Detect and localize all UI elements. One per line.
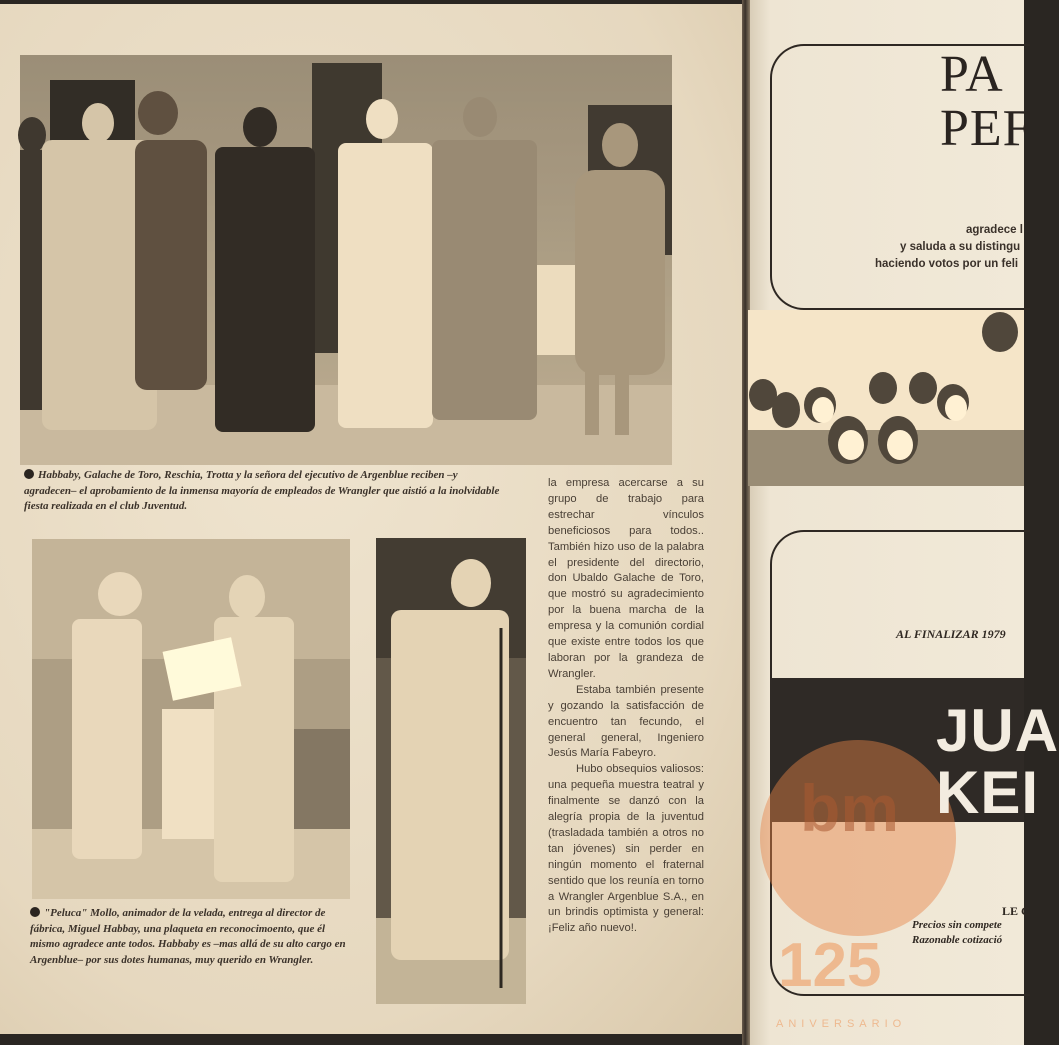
ad2-kicker: AL FINALIZAR 1979 bbox=[896, 627, 1006, 641]
ad2-banner-line: KEI bbox=[936, 759, 1040, 826]
ad2-banner-text bbox=[936, 697, 1059, 826]
watermark-word: ANIVERSARIO bbox=[776, 1018, 907, 1030]
photo-plaque-presentation bbox=[32, 539, 350, 899]
caption-top-text: Habbaby, Galache de Toro, Reschia, Trotta y la señora del ejecutivo de Argenblue reciben –y agradecen– el aprobamiento de la inmensa mayoría de empleados de Wrangler que aistió a la inolvidable fiesta realizada en el club Juventud. bbox=[24, 469, 500, 512]
photo-group-standing bbox=[20, 55, 672, 465]
ad-frame-notch bbox=[800, 44, 860, 68]
caption-bottom-text: "Peluca" Mollo, animador de la velada, entrega al director de fábrica, Miguel Habbay, una plaqueta en reconocimoento, que él mismo agradece ante todos. Habbaby es –mas allá de su alto cargo en Argenblue– por sus dotes humanas, muy querido en Wrangler. bbox=[30, 907, 346, 966]
ad1-line: agradece l bbox=[966, 224, 1023, 236]
bullet-icon bbox=[30, 907, 40, 917]
ad1-line: haciendo votos por un feli bbox=[875, 258, 1019, 270]
photo-crowd-dinner bbox=[748, 310, 1024, 486]
caption-bottom bbox=[30, 906, 352, 968]
ad2-footer bbox=[912, 918, 1002, 948]
article-paragraph: Hubo obsequios valiosos: una pequeña muestra teatral y finalmente se danzó con la alegría propia de la juventud (trasladada también a otros no tan jóvenes) sin perder en ningún momento el fraternal sentido que los reunía en torno a Wrangler Argenblue S.A., en un brindis optimista y general: ¡Feliz año nuevo!. bbox=[548, 763, 704, 935]
ad1-title-line: PEF bbox=[940, 100, 1033, 157]
article-paragraph: Estaba también presente y gozando la satisfacción de encuentro tan fecundo, el general general, Ingeniero Jesús María Fabeyro. bbox=[548, 683, 704, 760]
page-gutter bbox=[742, 0, 750, 1045]
ad2-banner-line: JUA bbox=[936, 697, 1059, 764]
watermark-logo: bm bbox=[800, 771, 899, 845]
ad1-title bbox=[940, 48, 1033, 156]
ad1-title-line: PA bbox=[940, 46, 1004, 103]
ad2-footer-line: Razonable cotizació bbox=[912, 934, 1003, 946]
ad2-le: LE C bbox=[1002, 904, 1030, 918]
watermark-number: 125 bbox=[778, 931, 882, 1000]
ad1-line: y saluda a su distingu bbox=[900, 241, 1021, 253]
article-column bbox=[548, 476, 704, 937]
bullet-icon bbox=[24, 469, 34, 479]
photo-man-at-microphone bbox=[376, 538, 526, 1004]
article-paragraph: la empresa acercarse a su grupo de trabajo para estrechar vínculos beneficiosos para todos.. También hizo uso de la palabra el presidente del directorio, don Ubaldo Galache de Toro, que mostró su agradecimiento por la buena marcha de la empresa y la comunión cordial que existe entre todos los que laboran por la grandeza de Wrangler. bbox=[548, 477, 704, 680]
caption-top bbox=[24, 468, 502, 515]
ad2-footer-line: Precios sin compete bbox=[912, 919, 1002, 931]
